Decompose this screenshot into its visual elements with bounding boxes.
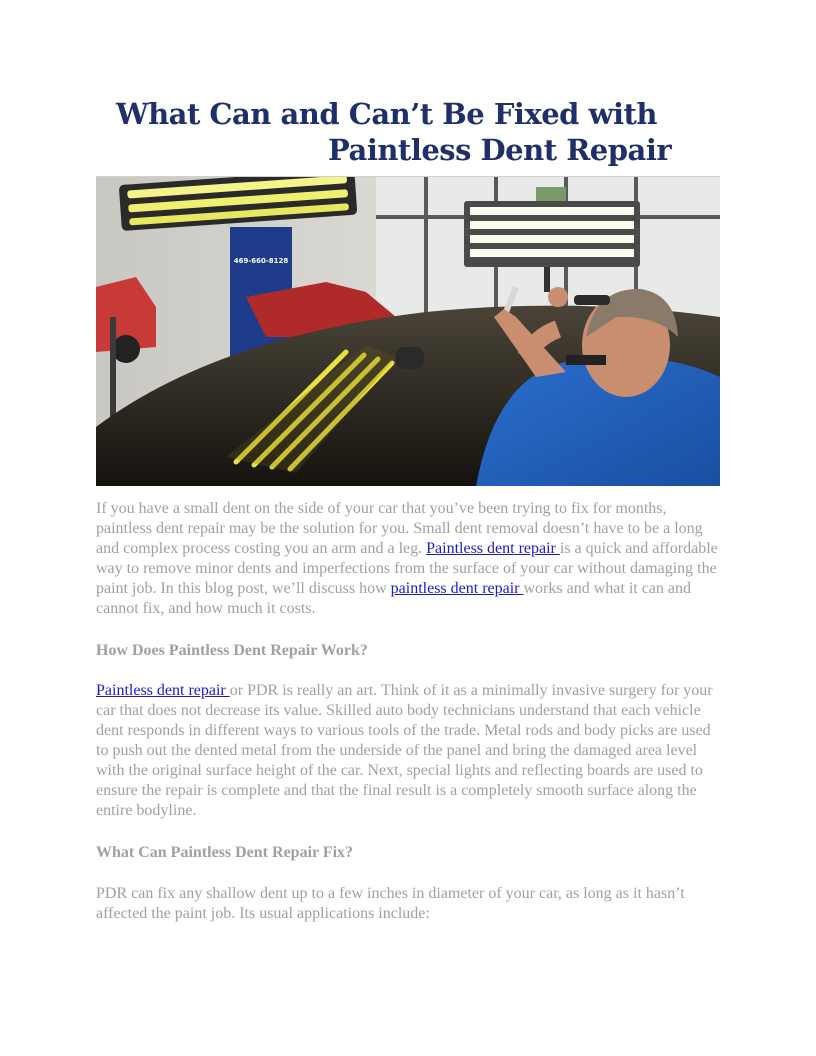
intro-text-3: works and what it can and cannot fix, and how much it costs. <box>96 580 692 617</box>
intro-text-1: If you have a small dent on the side of your car that you’ve been trying to fix for months, paintless dent repair may be the solution for you. Small dent removal doesn’t have to be a long and complex process costing you an arm and a leg. <box>96 500 703 557</box>
paintless-dent-repair-link-3[interactable]: Paintless dent repair <box>96 682 230 699</box>
banner-phone-text: 469-660-8128 <box>233 257 289 265</box>
section-heading-what-it-fixes: What Can Paintless Dent Repair Fix? <box>96 844 354 861</box>
intro-text-2: is a quick and affordable way to remove minor dents and imperfections from the surface of your car without damaging the paint job. In this blog post, we’ll discuss how <box>96 540 718 597</box>
how-it-works-paragraph <box>96 681 724 821</box>
paintless-dent-repair-link[interactable]: Paintless dent repair <box>426 540 560 557</box>
intro-paragraph <box>96 499 724 619</box>
how-it-works-text: or PDR is really an art. Think of it as a minimally invasive surgery for your car that does not decrease its value. Skilled auto body technicians understand that each vehicle dent responds in different ways to various tools of the trade. Metal rods and body picks are used to push out the dented metal from the underside of the panel and bring the damaged area level with the original surface height of the car. Next, special lights and reflecting boards are used to ensure the repair is complete and that the final result is a completely smooth surface along the entire bodyline. <box>96 682 713 819</box>
paintless-dent-repair-link-2[interactable]: paintless dent repair <box>390 580 524 597</box>
section-heading-how-it-works: How Does Paintless Dent Repair Work? <box>96 642 368 659</box>
hero-photo-dent-repair <box>96 177 720 486</box>
page-title-line-2: Paintless Dent Repair <box>328 133 672 167</box>
what-it-fixes-paragraph: PDR can fix any shallow dent up to a few inches in diameter of your car, as long as it hasn’t affected the paint job. Its usual applications include: <box>96 885 685 922</box>
page-title-line-1: What Can and Can’t Be Fixed with <box>116 97 658 131</box>
